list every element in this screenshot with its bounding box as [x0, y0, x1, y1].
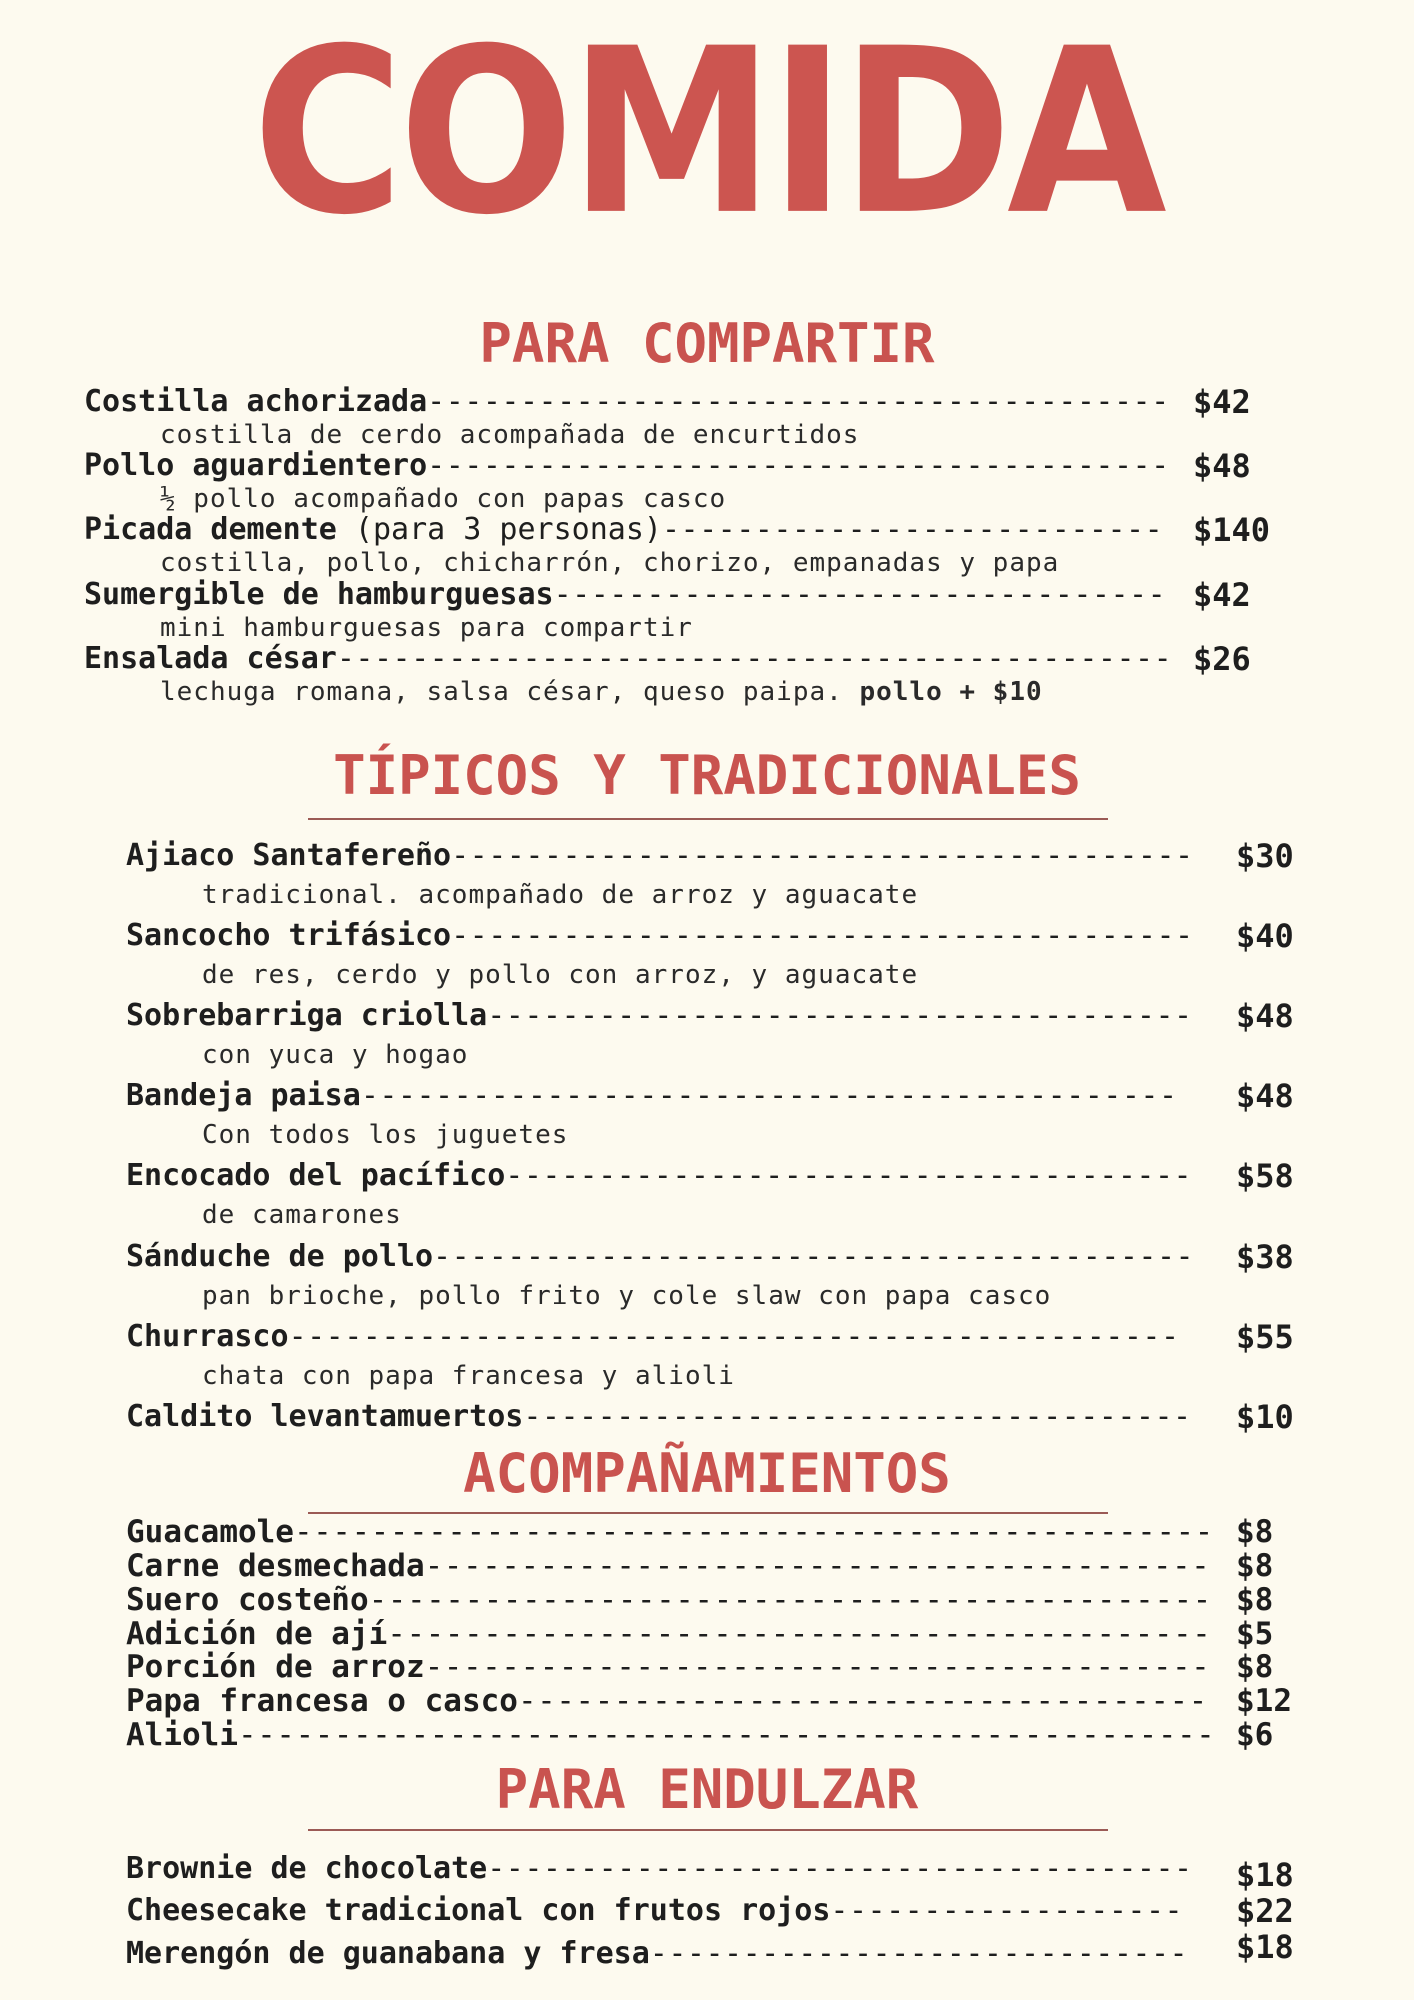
- menu-item-name: Costilla achorizada----------------------------------------: [84, 384, 1170, 419]
- menu-item-price: $48: [1236, 1077, 1294, 1115]
- menu-item-price: $22: [1236, 1892, 1294, 1930]
- menu-item-name: Ensalada césar---------------------------------------------: [84, 641, 1173, 676]
- menu-item-description: de camarones: [202, 1200, 402, 1230]
- menu-item-name: Ajiaco Santafereño----------------------------------------: [126, 838, 1194, 873]
- menu-item-name: Bandeja paisa--------------------------------------------: [126, 1078, 1178, 1113]
- menu-item-name: Alioli---------------------------------------------------: [126, 1717, 1216, 1753]
- menu-item-price: $8: [1236, 1649, 1274, 1685]
- menu-item-name: Sumergible de hamburguesas---------------------------------: [84, 577, 1167, 612]
- menu-item-name: Brownie de chocolate--------------------------------------: [126, 1851, 1193, 1886]
- menu-item-price: $40: [1236, 917, 1294, 955]
- leader-dots: -------------------------------------------: [387, 1616, 1212, 1652]
- page-title: COMIDA: [252, 0, 1162, 265]
- leader-dots: ----------------------------------------: [427, 384, 1170, 419]
- menu-item-extra: pollo + $10: [859, 677, 1043, 707]
- menu-item-price: $26: [1193, 640, 1251, 678]
- section-title-endulzar: PARA ENDULZAR: [495, 1758, 919, 1821]
- leader-dots: ---------------------------------------------: [336, 641, 1173, 676]
- menu-item-price: $10: [1236, 1398, 1294, 1436]
- leader-dots: -------------------: [830, 1893, 1184, 1928]
- leader-dots: --------------------------------------: [487, 998, 1193, 1033]
- leader-dots: ------------------------------------------------: [288, 1319, 1180, 1354]
- menu-item-name: Carne desmechada-----------------------------------------: [126, 1548, 1211, 1584]
- leader-dots: -----------------------------------------: [424, 1548, 1211, 1584]
- menu-item-description: pan brioche, pollo frito y cole slaw con papa casco: [202, 1281, 1052, 1311]
- menu-item-name: Porción de arroz-----------------------------------------: [126, 1649, 1211, 1685]
- section-divider: [308, 1829, 1108, 1831]
- menu-item-name: Caldito levantamuertos------------------------------------: [126, 1399, 1192, 1434]
- menu-item-price: $42: [1193, 383, 1251, 421]
- menu-item-price: $140: [1193, 511, 1271, 549]
- menu-item-description: chata con papa francesa y alioli: [202, 1361, 735, 1391]
- menu-item-name: Encocado del pacífico-------------------------------------: [126, 1158, 1193, 1193]
- menu-item-price: $6: [1236, 1717, 1274, 1753]
- menu-item-price: $38: [1236, 1238, 1294, 1276]
- menu-item-price: $8: [1236, 1582, 1274, 1618]
- leader-dots: ---------------------------------------------------: [237, 1717, 1216, 1753]
- menu-item-name: Sobrebarriga criolla--------------------------------------: [126, 998, 1193, 1033]
- leader-dots: --------------------------------------: [487, 1851, 1193, 1886]
- leader-dots: -----------------------------------------: [424, 1649, 1211, 1685]
- menu-item-description: con yuca y hogao: [202, 1040, 469, 1070]
- menu-item-description: ½ pollo acompañado con papas casco: [160, 484, 727, 514]
- menu-item-price: $30: [1236, 837, 1294, 875]
- menu-item-name: Picada demente (para 3 personas)---------------------------: [84, 512, 1164, 547]
- menu-item-description: costilla, pollo, chicharrón, chorizo, empanadas y papa: [160, 548, 1060, 578]
- menu-item-name: Guacamole------------------------------------------------: [126, 1514, 1214, 1550]
- section-divider: [308, 818, 1108, 820]
- menu-item-price: $55: [1236, 1318, 1294, 1356]
- leader-dots: ------------------------------------: [523, 1399, 1192, 1434]
- leader-dots: ------------------------------------------------: [293, 1514, 1214, 1550]
- leader-dots: -----------------------------------------: [433, 1239, 1195, 1274]
- menu-item-name: Sancocho trifásico----------------------------------------: [126, 918, 1194, 953]
- section-title-acompanamientos: ACOMPAÑAMIENTOS: [463, 1442, 951, 1505]
- leader-dots: -------------------------------------: [505, 1158, 1193, 1193]
- menu-item-description: lechuga romana, salsa césar, queso paipa. pollo + $10: [160, 677, 1043, 707]
- menu-item-name: Pollo aguardientero----------------------------------------: [84, 448, 1170, 483]
- menu-item-name: Adición de ají-------------------------------------------: [126, 1616, 1212, 1652]
- leader-dots: -----------------------------: [649, 1936, 1189, 1971]
- section-title-tipicos: TÍPICOS Y TRADICIONALES: [333, 744, 1081, 807]
- menu-item-price: $8: [1236, 1514, 1274, 1550]
- menu-item-name: Papa francesa o casco------------------------------------: [126, 1683, 1208, 1719]
- section-title-compartir: PARA COMPARTIR: [479, 312, 935, 375]
- leader-dots: ----------------------------------------: [451, 918, 1194, 953]
- menu-item-price: $18: [1236, 1928, 1294, 1966]
- menu-item-description: mini hamburguesas para compartir: [160, 613, 693, 643]
- menu-item-price: $48: [1193, 447, 1251, 485]
- menu-item-name: Sánduche de pollo-----------------------------------------: [126, 1239, 1195, 1274]
- leader-dots: ------------------------------------: [517, 1683, 1208, 1719]
- menu-item-description: de res, cerdo y pollo con arroz, y aguacate: [202, 960, 919, 990]
- menu-item-description: costilla de cerdo acompañada de encurtidos: [160, 420, 860, 450]
- menu-item-price: $5: [1236, 1616, 1274, 1652]
- menu-item-price: $58: [1236, 1157, 1294, 1195]
- leader-dots: --------------------------------------------: [368, 1582, 1212, 1618]
- menu-item-price: $42: [1193, 576, 1251, 614]
- menu-item-name: Suero costeño--------------------------------------------: [126, 1582, 1212, 1618]
- menu-item-price: $48: [1236, 997, 1294, 1035]
- menu-item-price: $18: [1236, 1856, 1294, 1894]
- menu-item-name: Cheesecake tradicional con frutos rojos-------------------: [126, 1893, 1184, 1928]
- leader-dots: ---------------------------------: [553, 577, 1167, 612]
- menu-item-name: Churrasco------------------------------------------------: [126, 1319, 1180, 1354]
- menu-item-price: $8: [1236, 1548, 1274, 1584]
- menu-item-description: tradicional. acompañado de arroz y aguacate: [202, 880, 919, 910]
- menu-item-description: Con todos los juguetes: [202, 1120, 569, 1150]
- menu-item-name: Merengón de guanabana y fresa-----------------------------: [126, 1936, 1189, 1971]
- leader-dots: ----------------------------------------: [427, 448, 1170, 483]
- leader-dots: ----------------------------------------: [451, 838, 1194, 873]
- menu-item-price: $12: [1236, 1683, 1292, 1719]
- leader-dots: ---------------------------: [661, 512, 1164, 547]
- leader-dots: --------------------------------------------: [360, 1078, 1178, 1113]
